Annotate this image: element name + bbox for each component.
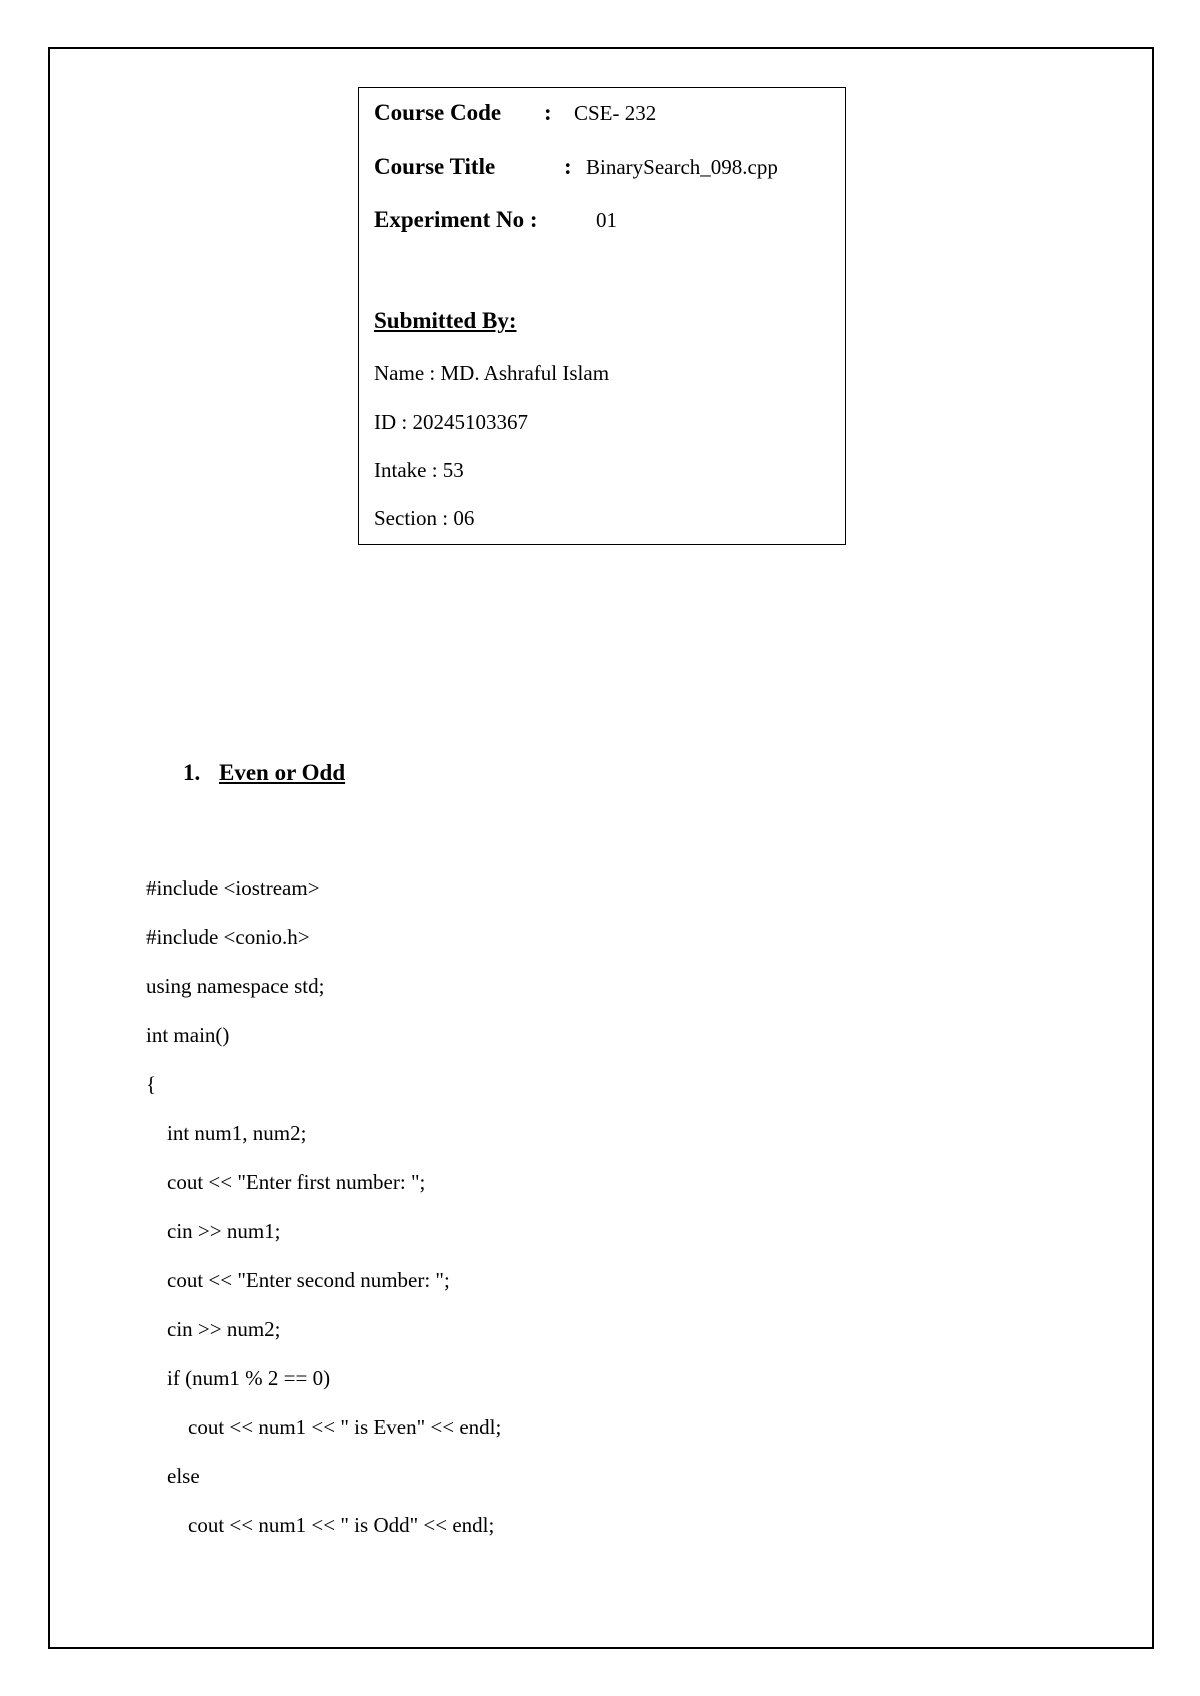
experiment-row [374,207,617,233]
experiment-label: Experiment No : [374,207,538,232]
code-line: using namespace std; [146,974,325,998]
student-intake: Intake : 53 [374,458,464,482]
section-title: Even or Odd [219,760,346,785]
code-line: { [146,1072,157,1096]
code-line: cout << num1 << " is Odd" << endl; [146,1513,495,1537]
course-code-row [374,100,656,126]
course-title-colon: : [564,154,572,179]
code-line: else [146,1464,200,1488]
code-line: cout << "Enter first number: "; [146,1170,426,1194]
course-code-value: CSE- 232 [574,101,657,125]
submitted-by-label: Submitted By: [374,308,517,333]
experiment-value: 01 [596,208,617,232]
course-code-colon: : [544,100,552,125]
code-line: int main() [146,1023,230,1047]
code-line: #include <iostream> [146,876,320,900]
course-code-label: Course Code [374,100,502,125]
code-line: #include <conio.h> [146,925,310,949]
code-line: if (num1 % 2 == 0) [146,1366,331,1390]
code-line: int num1, num2; [146,1121,307,1145]
course-title-label: Course Title [374,154,496,179]
code-line: cin >> num1; [146,1219,281,1243]
code-line: cout << num1 << " is Even" << endl; [146,1415,502,1439]
student-id: ID : 20245103367 [374,410,528,434]
code-block [146,864,501,1550]
code-line: cin >> num2; [146,1317,281,1341]
section-heading [183,760,345,786]
submitted-by-heading [374,308,517,334]
course-title-row [374,154,778,180]
course-title-value: BinarySearch_098.cpp [586,155,778,179]
section-number: 1. [183,760,201,785]
student-section: Section : 06 [374,506,475,530]
student-name: Name : MD. Ashraful Islam [374,361,610,385]
code-line: cout << "Enter second number: "; [146,1268,450,1292]
cover-info-box [358,87,846,545]
